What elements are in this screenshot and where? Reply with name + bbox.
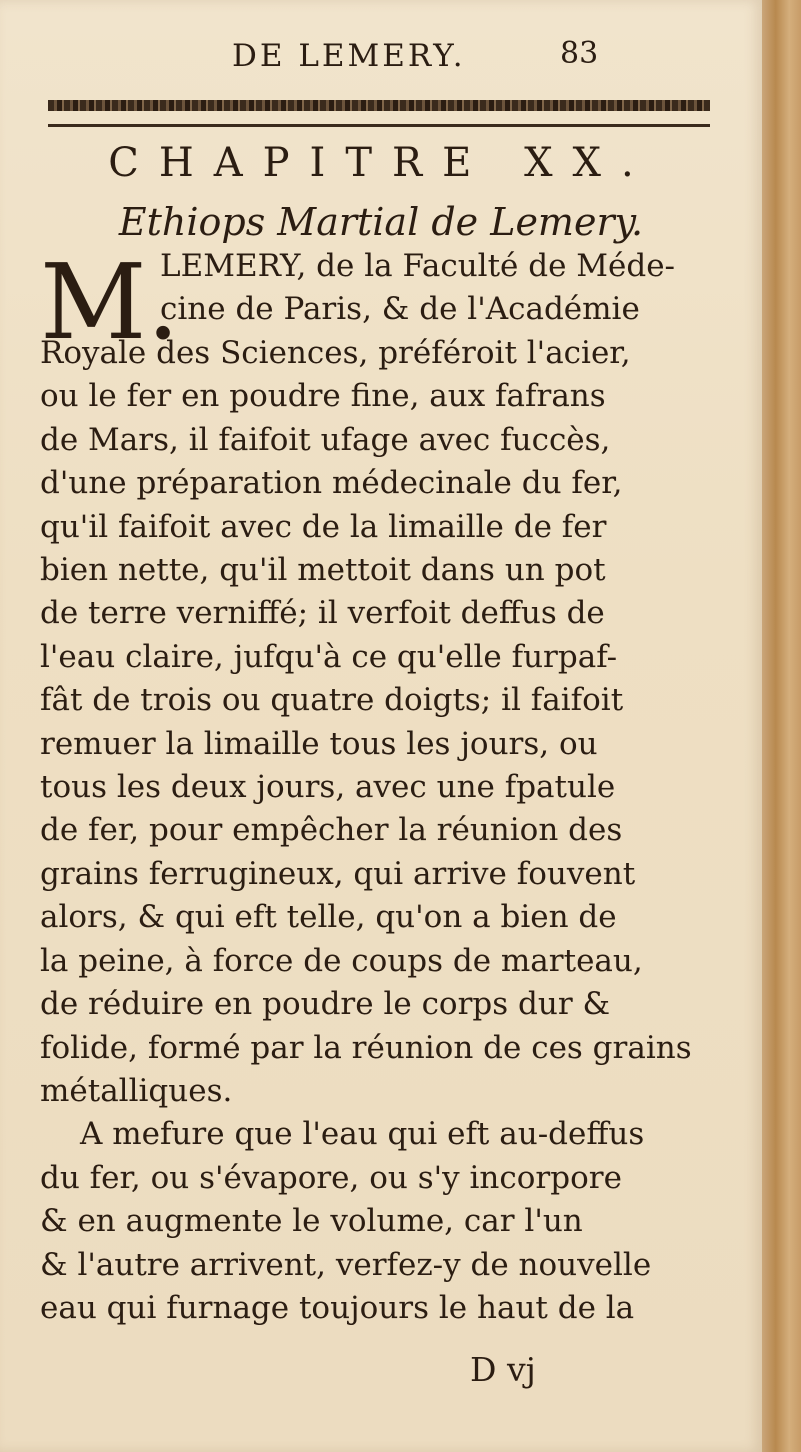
- text-line: la peine, à force de coups de marteau,: [40, 942, 643, 979]
- signature-mark: D vj: [470, 1350, 536, 1389]
- text-line: & en augmente le volume, car l'un: [40, 1203, 583, 1240]
- text-line: de réduire en poudre le corps dur &: [40, 986, 611, 1023]
- text-line: métalliques.: [40, 1072, 233, 1109]
- text-line: Royale des Sciences, préféroit l'acier,: [40, 334, 631, 371]
- chapter-subtitle: Ethiops Martial de Lemery.: [118, 200, 644, 244]
- text-line: remuer la limaille tous les jours, ou: [40, 725, 598, 762]
- text-line: eau qui furnage toujours le haut de la: [40, 1290, 635, 1326]
- text-line: du fer, ou s'évapore, ou s'y incorpore: [40, 1159, 622, 1196]
- text-line: grains ferrugineux, qui arrive fouvent: [40, 855, 636, 892]
- running-head: DE LEMERY.: [232, 38, 466, 74]
- text-line: A mefure que l'eau qui eft au-deffus: [80, 1116, 645, 1153]
- drop-capital: M.: [40, 241, 180, 363]
- book-edge: [762, 0, 801, 1452]
- text-line: & l'autre arrivent, verfez-y de nouvelle: [40, 1246, 652, 1283]
- thin-rule: [48, 124, 710, 127]
- text-line: LEMERY, de la Faculté de Méde-: [160, 248, 676, 284]
- text-line: l'eau claire, jufqu'à ce qu'elle furpaf-: [40, 638, 618, 675]
- page-number: 83: [560, 36, 599, 71]
- text-line: tous les deux jours, avec une fpatule: [40, 769, 616, 805]
- text-line: ou le fer en poudre fine, aux fafrans: [40, 378, 606, 415]
- text-line: fât de trois ou quatre doigts; il faifoit: [40, 682, 624, 719]
- text-line: alors, & qui eft telle, qu'on a bien de: [40, 899, 617, 936]
- text-line: de Mars, il faifoit ufage avec fuccès,: [40, 421, 611, 458]
- text-line: de fer, pour empêcher la réunion des: [40, 812, 623, 849]
- text-line: d'une préparation médecinale du fer,: [40, 465, 623, 502]
- text-line: folide, formé par la réunion de ces grains: [40, 1029, 692, 1066]
- ornamental-rule: [48, 100, 710, 111]
- text-line: bien nette, qu'il mettoit dans un pot: [40, 551, 606, 588]
- chapter-title: CHAPITRE XX.: [108, 140, 654, 186]
- text-line: cine de Paris, & de l'Académie: [160, 291, 640, 328]
- text-line: de terre verniffé; il verfoit deffus de: [40, 595, 605, 632]
- text-line: qu'il faifoit avec de la limaille de fer: [40, 508, 607, 545]
